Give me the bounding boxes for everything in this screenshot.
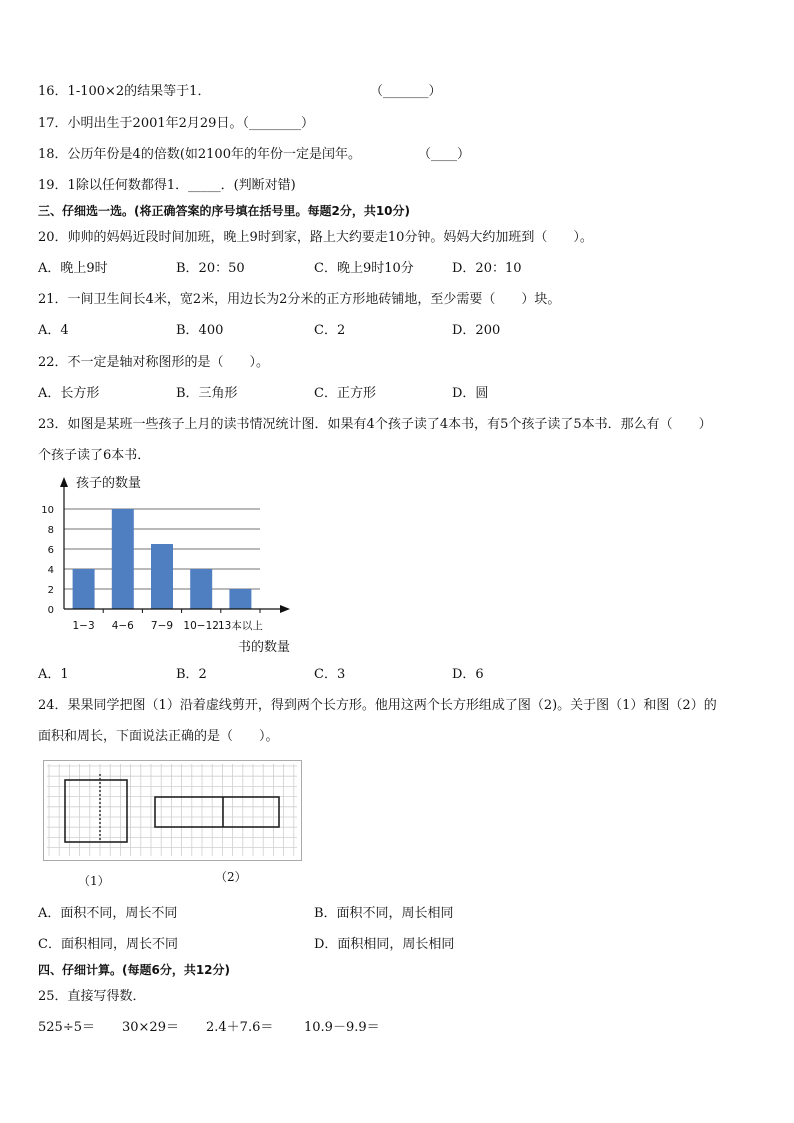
figure-frame <box>44 761 302 861</box>
q23-option-c: C．3 <box>314 667 346 682</box>
q24-option-d: D．面积相同，周长相同 <box>314 937 455 952</box>
y-tick-label: 10 <box>41 505 54 516</box>
x-tick-label: 10−12 <box>183 620 219 632</box>
question-17: 17．小明出生于2001年2月29日。（________） <box>38 116 314 131</box>
y-tick-label: 8 <box>47 525 54 536</box>
x-axis-label: 书的数量 <box>238 640 291 655</box>
q24-option-b: B．面积不同，周长相同 <box>314 906 454 921</box>
bar <box>112 509 134 609</box>
answer-mark-18: （____） <box>418 147 471 162</box>
figure-2-label: （2） <box>215 870 247 884</box>
x-tick-label: 1−3 <box>72 620 95 632</box>
y-tick-label: 4 <box>47 565 54 576</box>
calc-item-3: 2.4＋7.6＝ <box>206 1020 274 1035</box>
question-24-line-2: 面积和周长，下面说法正确的是（ ）。 <box>38 729 279 744</box>
y-axis-label: 孩子的数量 <box>76 476 142 491</box>
y-tick-label: 0 <box>47 605 54 616</box>
section-4-heading: 四、仔细计算。(每题6分，共12分) <box>38 963 231 977</box>
q23-option-d: D．6 <box>452 667 484 682</box>
q20-option-d: D．20：10 <box>452 261 522 276</box>
q22-option-a: A．长方形 <box>38 386 100 401</box>
bar <box>73 569 95 609</box>
section-3-heading: 三、仔细选一选。(将正确答案的序号填在括号里。每题2分，共10分) <box>38 204 411 218</box>
q20-option-a: A．晚上9时 <box>38 261 108 276</box>
bar-chart <box>30 470 320 665</box>
q24-option-c: C．面积相同，周长不同 <box>38 937 178 952</box>
y-tick-label: 6 <box>47 545 54 556</box>
question-24-line-1: 24．果果同学把图（1）沿着虚线剪开，得到两个长方形。他用这两个长方形组成了图（2)。关于图（1）和图（2）的 <box>38 698 717 713</box>
y-tick-label: 2 <box>47 585 54 596</box>
y-axis-arrow <box>60 477 68 487</box>
x-axis-arrow <box>280 605 290 613</box>
q21-option-a: A．4 <box>38 323 69 338</box>
calc-item-2: 30×29＝ <box>122 1020 179 1035</box>
question-16: 16．1-100×2的结果等于1． <box>38 84 211 99</box>
calc-item-1: 525÷5＝ <box>38 1020 95 1035</box>
q23-option-a: A．1 <box>38 667 69 682</box>
x-tick-label: 7−9 <box>150 620 174 632</box>
q20-option-c: C．晚上9时10分 <box>314 261 414 276</box>
q22-option-c: C．正方形 <box>314 386 376 401</box>
q24-option-a: A．面积不同，周长不同 <box>38 906 178 921</box>
question-21: 21．一间卫生间长4米，宽2米，用边长为2分米的正方形地砖铺地，至少需要（ ）块。 <box>38 292 561 307</box>
bar <box>151 544 173 609</box>
question-18: 18．公历年份是4的倍数(如2100年的年份一定是闰年。 <box>38 147 361 162</box>
question-20: 20．帅帅的妈妈近段时间加班，晚上9时到家，路上大约要走10分钟。妈妈大约加班到（ ）。 <box>38 230 593 245</box>
q22-option-b: B．三角形 <box>176 386 238 401</box>
question-19: 19．1除以任何数都得1．_____．(判断对错) <box>38 178 296 193</box>
q21-option-b: B．400 <box>176 323 224 338</box>
q23-option-b: B．2 <box>176 667 207 682</box>
grid-figure <box>43 760 303 862</box>
bar <box>190 569 212 609</box>
q22-option-d: D．圆 <box>452 386 489 401</box>
question-22: 22．不一定是轴对称图形的是（ ）。 <box>38 355 270 370</box>
calc-item-4: 10.9－9.9＝ <box>304 1020 380 1035</box>
answer-mark-16: （_______） <box>370 84 442 99</box>
x-tick-label: 13本以上 <box>217 620 263 632</box>
x-tick-label: 4−6 <box>111 620 134 632</box>
q21-option-d: D．200 <box>452 323 501 338</box>
bar <box>229 589 251 609</box>
question-23-line-1: 23．如图是某班一些孩子上月的读书情况统计图．如果有4个孩子读了4本书，有5个孩子读了5本书．那么有（ ） <box>38 417 712 432</box>
question-25: 25．直接写得数． <box>38 989 146 1004</box>
question-23-line-2: 个孩子读了6本书． <box>38 448 151 463</box>
figure-1-label: （1） <box>78 874 110 888</box>
q21-option-c: C．2 <box>314 323 346 338</box>
q20-option-b: B．20：50 <box>176 261 245 276</box>
